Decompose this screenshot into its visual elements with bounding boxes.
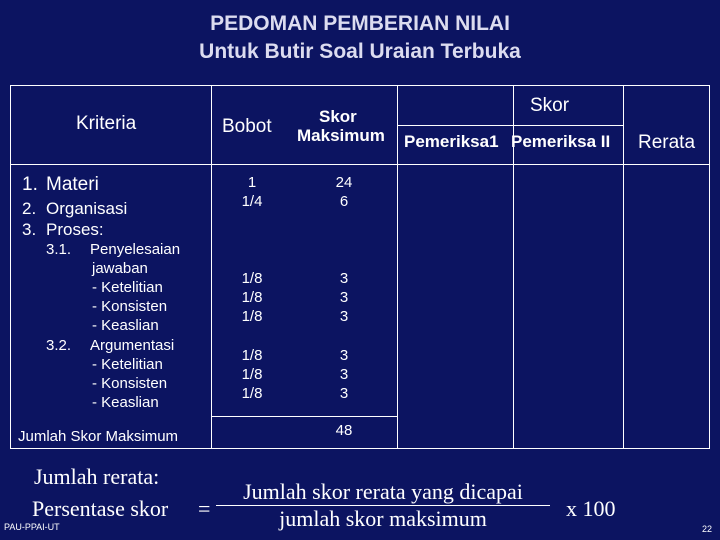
skor-maksimum-value: 6	[339, 193, 349, 210]
sub-number: 3.2.	[46, 337, 72, 354]
jumlah-skor-value: 48	[335, 422, 353, 439]
sub-number: 3.1.	[46, 241, 72, 258]
sub-item: - Keaslian	[92, 394, 159, 411]
formula-multiplier: x 100	[566, 496, 616, 521]
bobot-value: 1/8	[241, 385, 263, 402]
formula-numerator: Jumlah skor rerata yang dicapai	[243, 479, 523, 504]
sub-item: - Konsisten	[92, 375, 168, 392]
header-bobot: Bobot	[222, 116, 272, 137]
formula-equals: =	[198, 496, 211, 521]
header-divider	[11, 164, 709, 165]
criteria-materi: Materi	[46, 174, 99, 195]
header-pemeriksa1: Pemeriksa1	[404, 132, 499, 151]
row-number: 2.	[22, 199, 37, 218]
skor-maksimum-value: 3	[339, 385, 349, 402]
skor-maksimum-value: 3	[339, 347, 349, 364]
page-number: 22	[702, 524, 713, 534]
footer-divider	[211, 416, 397, 417]
header-skor-maksimum-2: Maksimum	[297, 126, 385, 145]
bobot-value: 1	[247, 174, 257, 191]
formula-denominator: jumlah skor maksimum	[279, 506, 487, 531]
bobot-value: 1/8	[241, 289, 263, 306]
skor-maksimum-value: 24	[335, 174, 353, 191]
formula-jumlah-rerata: Jumlah rerata:	[34, 464, 160, 489]
bobot-value: 1/8	[241, 270, 263, 287]
bobot-value: 1/8	[241, 366, 263, 383]
skor-maksimum-value: 3	[339, 366, 349, 383]
sub-item: - Ketelitian	[92, 356, 163, 373]
bobot-value: 1/4	[241, 193, 263, 210]
bobot-value: 1/8	[241, 347, 263, 364]
sub-criteria-penyelesaian: Penyelesaian	[90, 241, 181, 258]
criteria-proses: Proses:	[46, 220, 104, 239]
header-skor: Skor	[530, 95, 570, 116]
sub-item: - Ketelitian	[92, 279, 163, 296]
header-rerata: Rerata	[638, 132, 696, 153]
row-number: 1.	[22, 174, 38, 195]
sub-criteria-jawaban: jawaban	[92, 260, 148, 277]
sub-item: - Konsisten	[92, 298, 168, 315]
page-title: PEDOMAN PEMBERIAN NILAI	[210, 12, 510, 35]
column-divider	[397, 86, 398, 448]
skor-maksimum-value: 3	[339, 270, 349, 287]
page-subtitle: Untuk Butir Soal Uraian Terbuka	[199, 40, 521, 63]
footer-source: PAU-PPAI-UT	[4, 522, 60, 532]
sub-item: - Keaslian	[92, 317, 159, 334]
formula-persentase-label: Persentase skor	[32, 496, 169, 521]
header-skor-maksimum-1: Skor	[319, 107, 357, 126]
header-kriteria: Kriteria	[76, 113, 137, 134]
skor-maksimum-value: 3	[339, 308, 349, 325]
bobot-value: 1/8	[241, 308, 263, 325]
jumlah-skor-label: Jumlah Skor Maksimum	[18, 428, 179, 445]
header-pemeriksa2: Pemeriksa II	[511, 132, 611, 151]
row-number: 3.	[22, 220, 37, 239]
criteria-organisasi: Organisasi	[46, 199, 128, 218]
sub-criteria-argumentasi: Argumentasi	[90, 337, 175, 354]
column-divider	[211, 86, 212, 448]
skor-maksimum-value: 3	[339, 289, 349, 306]
header-divider	[397, 125, 623, 126]
column-divider	[623, 86, 624, 448]
